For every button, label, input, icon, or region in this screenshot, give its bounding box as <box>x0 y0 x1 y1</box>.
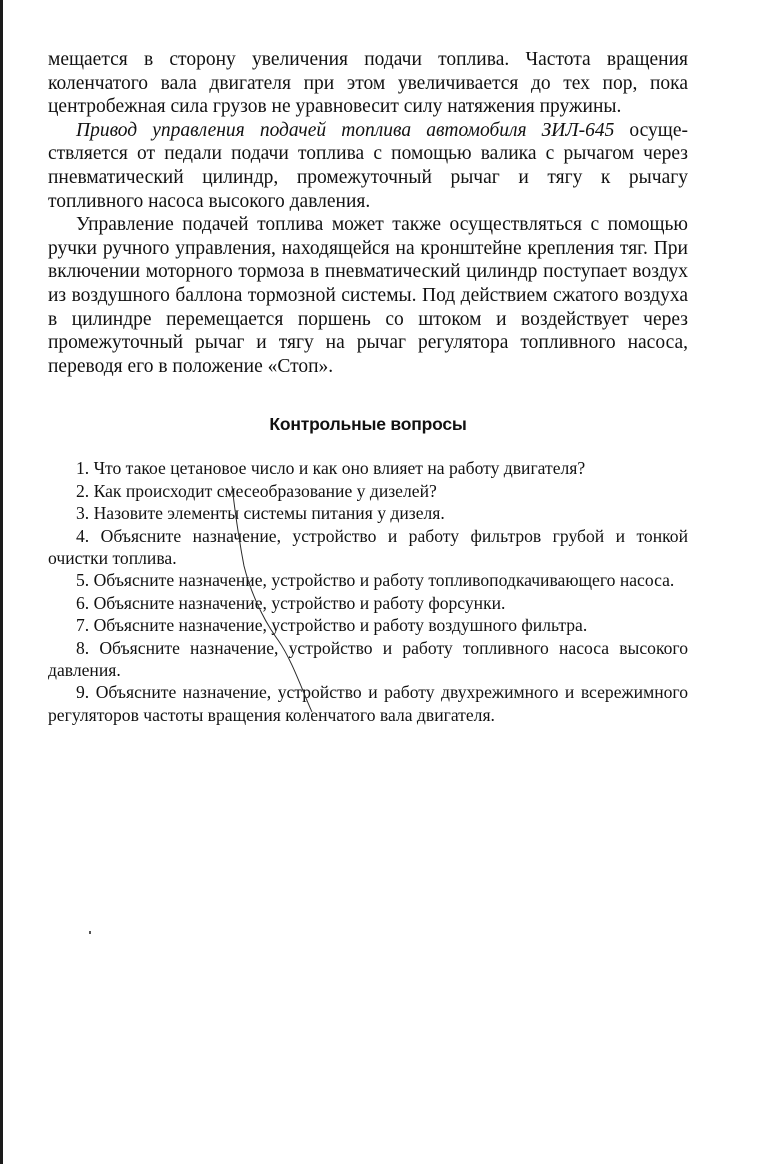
scan-speck <box>89 931 91 934</box>
paragraph-continued <box>48 48 688 119</box>
question-item-8: 8. Объясните назначение, устройство и работу топливного насоса высокого давления. <box>48 637 688 680</box>
question-item-9: 9. Объясните назначение, устройство и работу двухрежимного и всережимного регуляторов частоты вращения коленчатого вала двигателя. <box>48 682 688 725</box>
question-item-5: 5. Объясните назначение, устройство и работу топливоподкачивающего насоса. <box>76 570 675 591</box>
paragraph-manual-control <box>48 213 688 378</box>
question-item-7: 7. Объясните назначение, устройство и работу воздушного фильтра. <box>76 615 588 636</box>
paragraph-3-text: Управление подачей топлива может также осуществляться с помощью ручки ручного управления, находящейся на кронштейне крепления тяг. При включении моторного тормоза в пневматический цилиндр поступает воздух из воздушного баллона тормозной системы. Под действием сжатого воздуха в цилиндре перемещается поршень со штоком и воздействует через промежуточный рычаг и тягу на рычаг регулятора топливного насоса, переводя его в положение «Стоп». <box>48 214 688 377</box>
paragraph-zil-drive <box>48 119 688 213</box>
paragraph-1-text: мещается в сторону увеличения подачи топлива. Частота вращения коленчатого вала двигателя при этом увеличивается до тех пор, пока центробежная сила грузов не уравновесит силу натяжения пружины. <box>48 49 688 118</box>
section-heading: Контрольные вопросы <box>269 414 467 435</box>
scan-left-edge <box>0 0 3 1164</box>
questions-list <box>48 457 688 726</box>
question-item-3: 3. Назовите элементы системы питания у дизеля. <box>76 503 445 524</box>
paragraph-2-italic-lead: Привод управления подачей топлива автомобиля ЗИЛ-645 <box>76 119 615 141</box>
question-item-6: 6. Объясните назначение, устройство и работу форсунки. <box>76 592 506 613</box>
question-item-4: 4. Объясните назначение, устройство и работу фильтров грубой и тонкой очистки топлива. <box>48 525 688 568</box>
question-item-2: 2. Как происходит смесеобразование у дизелей? <box>76 480 437 501</box>
paragraph-2-text: осуществляется от педали подачи топлива с помощью валика с рычагом через пневматический цилиндр, промежуточный рычаг и тягу к рычагу топливного насоса высокого давления. <box>48 119 688 212</box>
question-item-1: 1. Что такое цетановое число и как оно влияет на работу двигателя? <box>76 458 586 479</box>
page-body <box>48 48 688 726</box>
